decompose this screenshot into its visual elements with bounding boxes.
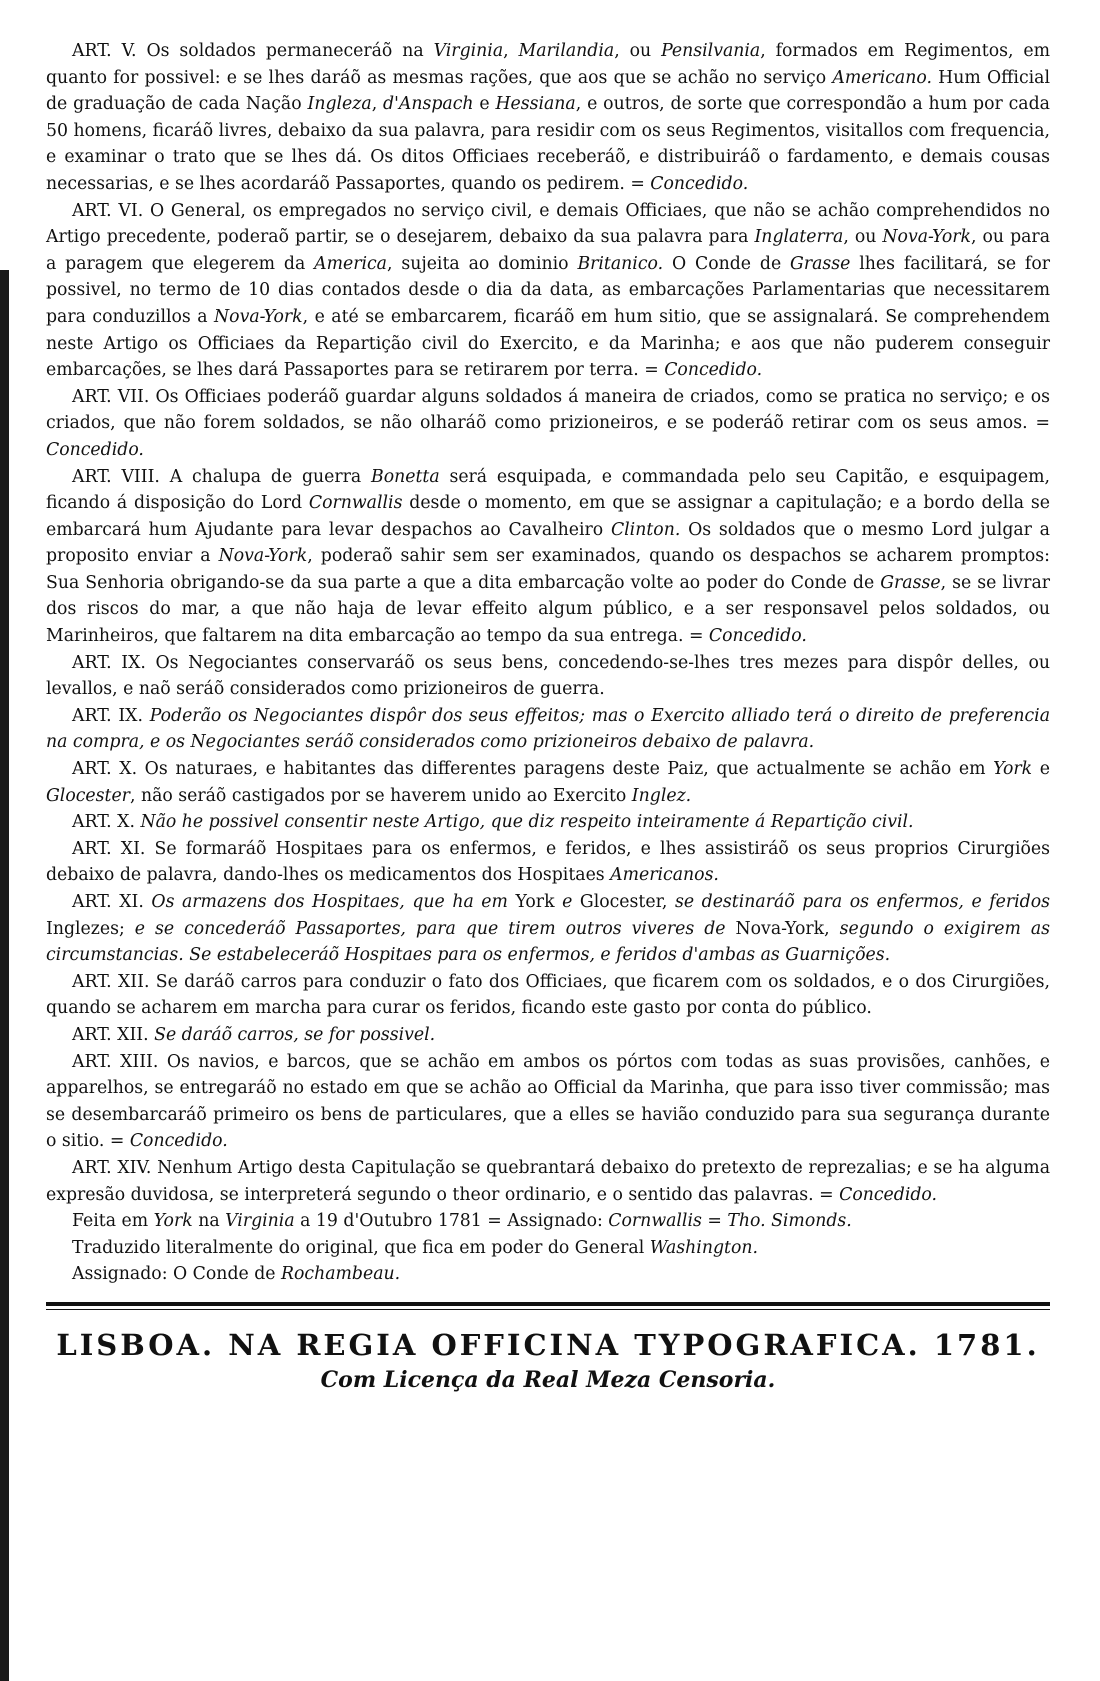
article-paragraph xyxy=(46,1049,1050,1155)
text-run: , poderaõ sahir sem ser examinados, quando os despachos se acharem promptos: Sua Senhoria obrigando-se da sua parte a que a dita embarcação volte ao poder do Conde de xyxy=(46,546,1050,593)
text-run: ART. V. Os soldados permaneceráõ na xyxy=(72,41,434,61)
article-paragraph xyxy=(46,1235,1050,1262)
italic-text-run: Cornwallis xyxy=(308,493,403,514)
italic-text-run: Ingleza xyxy=(307,94,372,115)
article-paragraph xyxy=(46,198,1050,384)
text-run: ART. XI. xyxy=(72,892,152,912)
italic-text-run: Concedido. xyxy=(46,439,144,460)
text-run: , e até se embarcarem, ficaráõ em hum sitio, que se assignalará. Se comprehendem neste Artigo os Officiaes da Repartição civil do Exercito, e da Marinha; e aos que não puderem conseguir embarcações, se lhes dará Passaportes para se retirarem por terra. = xyxy=(46,306,1050,381)
italic-text-run: Concedido. xyxy=(664,360,763,381)
separator-rule-thin xyxy=(46,1309,1050,1310)
text-run: , não seráõ castigados por se haverem unido ao Exercito xyxy=(129,785,632,806)
text-run: , xyxy=(371,94,384,115)
italic-text-run: Washington. xyxy=(649,1237,759,1258)
capitulation-articles xyxy=(46,38,1050,1288)
italic-text-run: Inglez. xyxy=(631,785,692,806)
article-paragraph xyxy=(46,836,1050,889)
italic-text-run: Americanos. xyxy=(610,865,719,886)
text-run: ART. IX. xyxy=(72,705,150,726)
italic-text-run: Nova-York xyxy=(882,227,971,248)
italic-text-run: e se concederáõ Passaportes, para que tirem outros viveres de xyxy=(134,918,726,939)
italic-text-run: Americano. xyxy=(832,67,932,88)
article-paragraph xyxy=(46,1208,1050,1235)
italic-text-run: Concedido. xyxy=(708,626,807,647)
italic-text-run: Marilandia xyxy=(518,41,615,61)
article-paragraph xyxy=(46,650,1050,703)
italic-text-run: Concedido. xyxy=(650,173,749,194)
text-run: York xyxy=(507,892,563,912)
article-paragraph xyxy=(46,809,1050,836)
italic-text-run: Nova-York xyxy=(214,306,303,327)
italic-text-run: Grasse xyxy=(790,253,851,274)
text-run: = xyxy=(701,1211,728,1232)
italic-text-run: se destinaráõ para os enfermos, e feridos xyxy=(674,892,1051,912)
text-run: ART. XII. xyxy=(72,1024,155,1045)
text-run: e xyxy=(1032,759,1050,780)
italic-text-run: Inglaterra xyxy=(754,227,844,248)
text-run: , ou para a paragem que elegerem da xyxy=(46,227,1050,274)
text-run: O Conde de xyxy=(663,253,791,274)
italic-text-run: America xyxy=(314,253,387,274)
text-run: Glocester, xyxy=(572,892,675,912)
censorship-licence: Com Licença da Real Meza Censoria. xyxy=(320,1366,776,1393)
article-paragraph xyxy=(46,1022,1050,1049)
text-run: lhes facilitará, se for possivel, no termo de 10 dias contados desde o dia da data, as embarcações Parlamentarias que necessitarem para conduzillos a xyxy=(46,253,1050,327)
text-run: , ou xyxy=(843,227,883,248)
text-run: , xyxy=(503,41,519,61)
text-run: ART. XII. Se daráõ carros para conduzir o fato dos Officiaes, que ficarem com os soldados, e o dos Cirurgiões, quando se acharem em marcha para curar os feridos, ficando este gasto por conta do público. xyxy=(46,971,1050,1019)
document-page xyxy=(46,38,1050,1394)
article-paragraph xyxy=(46,703,1050,756)
article-paragraph xyxy=(46,1155,1050,1208)
italic-text-run: Não he possivel consentir neste Artigo, que diz respeito inteiramente á Repartição civil. xyxy=(140,812,914,833)
italic-text-run: Glocester xyxy=(46,785,130,806)
italic-text-run: Tho. Simonds. xyxy=(727,1211,852,1232)
text-run: ART. XIV. Nenhum Artigo desta Capitulação se quebrantará debaixo do pretexto de reprezalias; e se ha alguma expresão duvidosa, se interpreterá segundo o theor ordinario, e o sentido das palavras. = xyxy=(46,1157,1050,1205)
text-run: ART. IX. Os Negociantes conservaráõ os seus bens, concedendo-se-lhes tres mezes para dispôr delles, ou levallos, e naõ seráõ considerados como prizioneiros de guerra. xyxy=(46,652,1050,700)
text-run: , e outros, de sorte que correspondão a hum por cada 50 homens, ficaráõ livres, debaixo da sua palavra, para residir com os seus Regimentos, visitallos com frequencia, e examinar o trato que se lhes dá. Os ditos Officiaes receberáõ, e distribuiráõ o fardamento, e demais cousas necessarias, e se lhes acordaráõ Passaportes, quando os pedirem. = xyxy=(46,94,1050,194)
italic-text-run: Poderão os Negociantes dispôr dos seus effeitos; mas o Exercito alliado terá o direito de preferencia na compra, e os Negociantes seráõ considerados como prizioneiros debaixo de palavra. xyxy=(46,705,1050,753)
article-paragraph xyxy=(46,756,1050,809)
text-run: , ou xyxy=(614,41,662,61)
italic-text-run: Britanico. xyxy=(577,253,664,274)
italic-text-run: Os armazens dos Hospitaes, que ha em xyxy=(151,892,508,912)
italic-text-run: Concedido. xyxy=(129,1131,228,1152)
italic-text-run: Concedido. xyxy=(839,1184,938,1205)
text-run: ART. X. Os naturaes, e habitantes das differentes paragens deste Paiz, que actualmente se achão em xyxy=(72,759,994,780)
article-paragraph xyxy=(46,464,1050,650)
text-run: Traduzido literalmente do original, que fica em poder do General xyxy=(72,1237,650,1258)
text-run: Assignado: O Conde de xyxy=(72,1264,282,1285)
text-run: desde o momento, em que se assignar a capitulação; e a bordo della se embarcará hum Ajudante para levar despachos ao Cavalheiro xyxy=(46,493,1050,540)
text-run: , sujeita ao dominio xyxy=(387,253,578,274)
article-paragraph xyxy=(46,384,1050,464)
text-run: , formados em Regimentos, em quanto for possivel: e se lhes daráõ as mesmas rações, que aos que se achão no serviço xyxy=(46,41,1051,88)
article-paragraph xyxy=(46,38,1050,198)
text-run: a 19 d'Outubro 1781 = Assignado: xyxy=(294,1211,609,1232)
text-run: ART. VIII. A chalupa de guerra xyxy=(72,466,371,487)
italic-text-run: Rochambeau. xyxy=(281,1264,401,1285)
italic-text-run: Se daráõ carros, se for possivel. xyxy=(154,1024,436,1045)
italic-text-run: Virginia xyxy=(225,1211,295,1232)
text-run: Feita em xyxy=(72,1211,154,1232)
italic-text-run: segundo o exigirem as circumstancias. Se estabeleceráõ Hospitaes para os enfermos, e feridos d'ambas as Guarnições. xyxy=(46,918,1050,966)
text-run: na xyxy=(192,1211,226,1232)
italic-text-run: Grasse xyxy=(880,572,941,593)
italic-text-run: Pensilvania xyxy=(661,41,761,61)
text-run: , se se livrar dos riscos do mar, a que não haja de levar effeito algum público, e a ser responsavel pelos soldados, ou Marinheiros, que faltarem na dita embarcação ao tempo da sua entrega. = xyxy=(46,572,1051,647)
text-run: Os soldados que o mesmo Lord julgar a proposito enviar a xyxy=(46,519,1050,567)
text-run: Hum Official de graduação de cada Nação xyxy=(46,67,1050,115)
text-run: ART. XI. Se formaráõ Hospitaes para os enfermos, e feridos, e lhes assistiráõ os seus proprios Cirurgiões debaixo de palavra, dando-lhes os medicamentos dos Hospitaes xyxy=(46,838,1050,886)
italic-text-run: Virginia xyxy=(433,41,504,61)
page-edge-shadow xyxy=(0,270,9,1681)
italic-text-run: Clinton. xyxy=(610,519,681,540)
italic-text-run: Hessiana xyxy=(495,94,576,115)
text-run: e xyxy=(473,94,496,115)
text-run: Inglezes; xyxy=(46,918,135,939)
italic-text-run: York xyxy=(993,759,1033,780)
text-run: ART. VII. Os Officiaes poderáõ guardar alguns soldados á maneira de criados, como se pratica no serviço; e os criados, que não forem soldados, se não olharáõ como prizioneiros, e se poderáõ retirar com os seus amos. = xyxy=(46,386,1050,434)
italic-text-run: e xyxy=(562,892,573,912)
italic-text-run: Cornwallis xyxy=(608,1211,702,1232)
article-paragraph xyxy=(46,1261,1050,1288)
italic-text-run: Bonetta xyxy=(371,466,440,487)
article-paragraph xyxy=(46,969,1050,1022)
italic-text-run: York xyxy=(153,1211,193,1232)
printer-imprint: LISBOA. NA REGIA OFFICINA TYPOGRAFICA. 1781. xyxy=(56,1327,1040,1362)
text-run: ART. VI. O General, os empregados no serviço civil, e demais Officiaes, que não se achão comprehendidos no Artigo precedente, poderaõ partir, se o desejarem, debaixo da sua palavra para xyxy=(46,200,1050,248)
text-run: ART. XIII. Os navios, e barcos, que se achão em ambos os pórtos com todas as suas provisões, canhões, e apparelhos, se entregaráõ no estado em que se achão ao Official da Marinha, que para isso tiver commissão; mas se desembarcaráõ primeiro os bens de particulares, que a elles se havião conduzido para sua segurança durante o sitio. = xyxy=(46,1051,1050,1152)
separator-rule-thick xyxy=(46,1302,1050,1306)
text-run: ART. X. xyxy=(72,812,141,833)
italic-text-run: d'Anspach xyxy=(383,94,474,115)
text-run: Nova-York, xyxy=(725,918,840,939)
article-paragraph xyxy=(46,889,1050,969)
text-run: será esquipada, e commandada pelo seu Capitão, e esquipagem, ficando á disposição do Lord xyxy=(46,466,1050,514)
italic-text-run: Nova-York xyxy=(218,546,308,567)
